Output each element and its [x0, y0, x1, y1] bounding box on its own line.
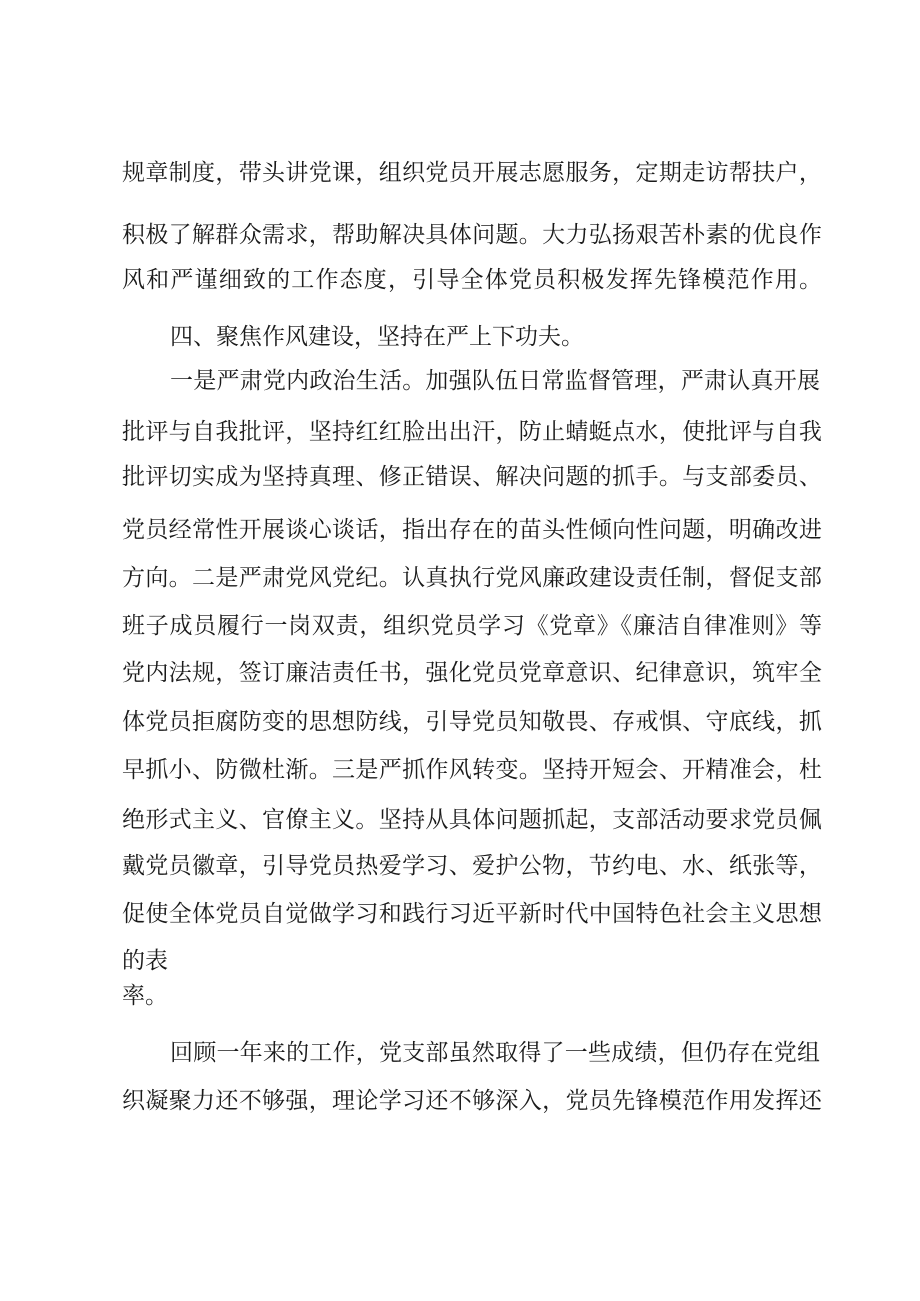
- text-line: 早抓小、防微杜渐。三是严抓作风转变。坚持开短会、开精准会，杜: [122, 757, 823, 783]
- text-line: 批评与自我批评，坚持红红脸出出汗，防止蜻蜓点水，使批评与自我: [122, 419, 823, 445]
- text-line: 的表: [122, 948, 168, 974]
- text-line: 戴党员徽章，引导党员热爱学习、爱护公物，节约电、水、纸张等，: [122, 853, 823, 879]
- text-line: 回顾一年来的工作，党支部虽然取得了一些成绩，但仍存在党组: [170, 1040, 821, 1066]
- text-line: 党内法规，签订廉洁责任书，强化党员党章意识、纪律意识，筑牢全: [122, 660, 823, 686]
- text-line: 率。: [122, 983, 168, 1009]
- text-line: 党员经常性开展谈心谈话，指出存在的苗头性倾向性问题，明确改进: [122, 517, 823, 543]
- text-line: 批评切实成为坚持真理、修正错误、解决问题的抓手。与支部委员、: [122, 464, 823, 490]
- text-line: 风和严谨细致的工作态度，引导全体党员积极发挥先锋模范作用。: [122, 267, 824, 293]
- text-line: 织凝聚力还不够强，理论学习还不够深入，党员先锋模范作用发挥还: [122, 1088, 823, 1114]
- text-line: 一是严肃党内政治生活。加强队伍日常监督管理，严肃认真开展: [170, 368, 821, 394]
- text-line: 班子成员履行一岗双责，组织党员学习《党章》《廉洁自律准则》等: [122, 613, 823, 639]
- text-line: 积极了解群众需求，帮助解决具体问题。大力弘扬艰苦朴素的优良作: [122, 222, 823, 248]
- text-line: 绝形式主义、官僚主义。坚持从具体问题抓起，支部活动要求党员佩: [122, 807, 823, 833]
- text-line: 规章制度，带头讲党课，组织党员开展志愿服务，定期走访帮扶户，: [122, 160, 823, 186]
- text-line: 促使全体党员自觉做学习和践行习近平新时代中国特色社会主义思想: [122, 901, 823, 927]
- section-heading: 四、聚焦作风建设，坚持在严上下功夫。: [170, 324, 584, 350]
- text-line: 方向。二是严肃党风党纪。认真执行党风廉政建设责任制，督促支部: [122, 565, 823, 591]
- text-line: 体党员拒腐防变的思想防线，引导党员知敬畏、存戒惧、守底线，抓: [122, 709, 823, 735]
